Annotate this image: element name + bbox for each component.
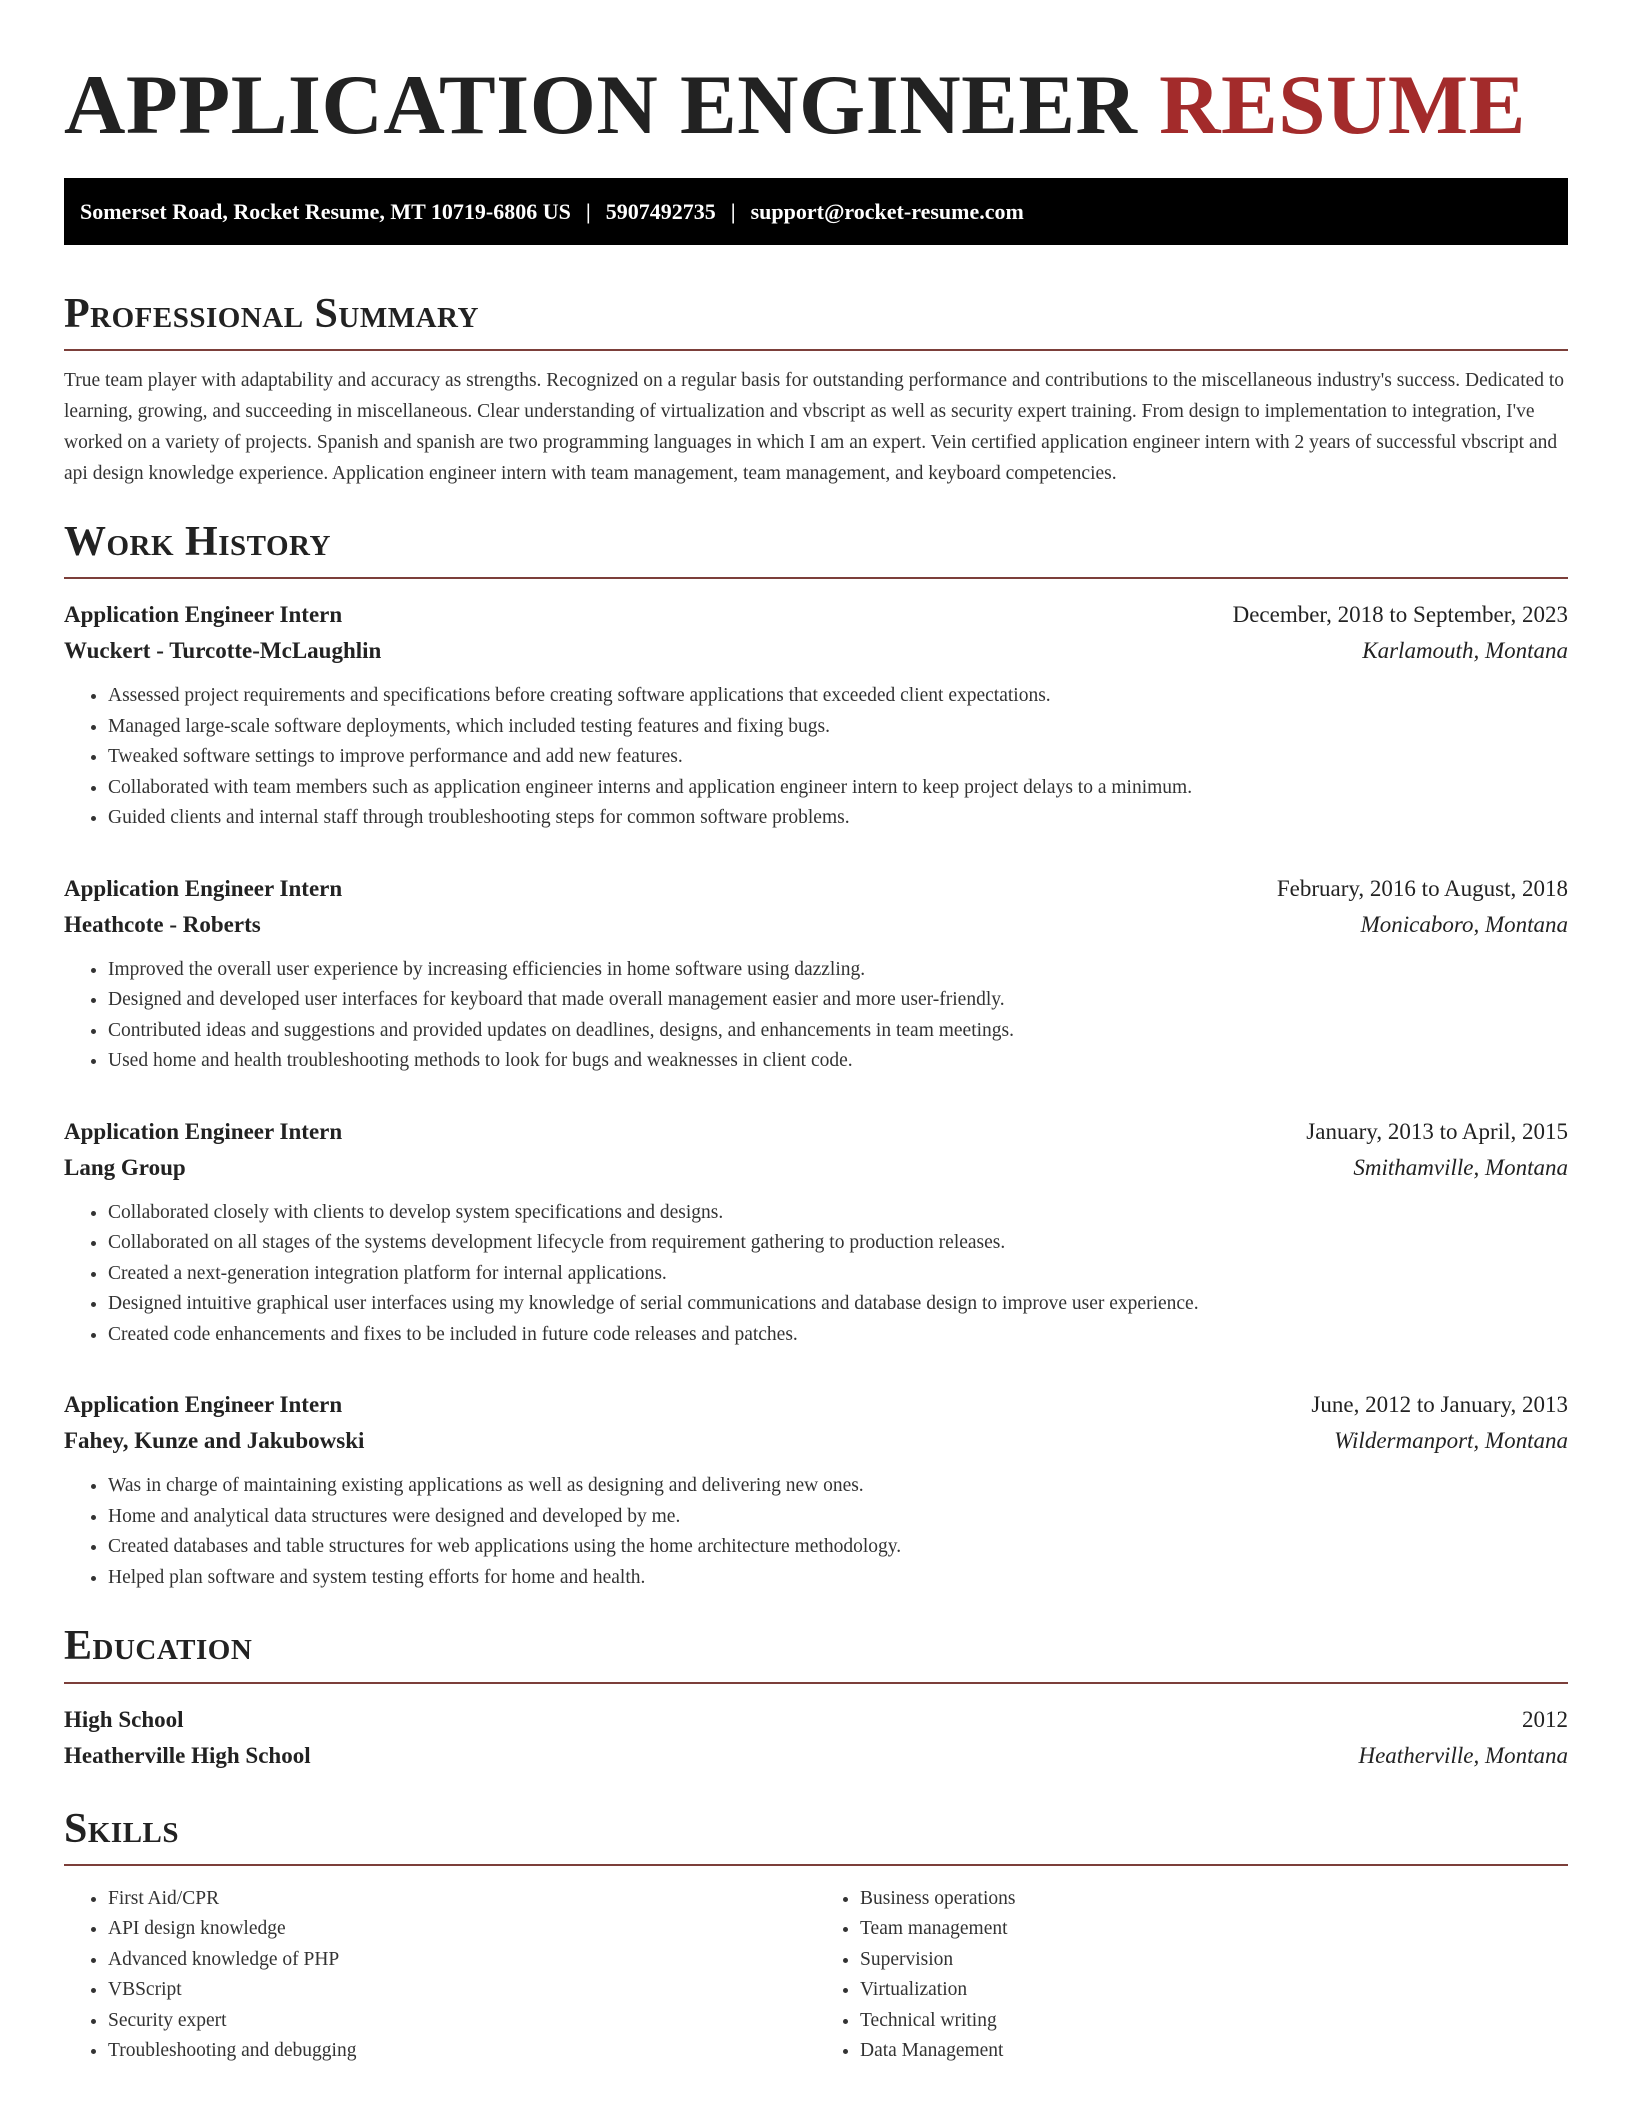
- job-dates: February, 2016 to August, 2018: [1276, 875, 1568, 901]
- skills-grid: [64, 1884, 1568, 2067]
- job-entry: [64, 597, 1568, 834]
- skill-item: • First Aid/CPR: [108, 1884, 816, 1915]
- contact-bar: [64, 178, 1568, 245]
- job-location: Monicaboro, Montana: [1360, 911, 1568, 937]
- title-accent: RESUME: [1159, 58, 1526, 152]
- job-title: Application Engineer Intern: [64, 602, 343, 628]
- skill-item: • API design knowledge: [108, 1914, 816, 1945]
- contact-email: support@rocket-resume.com: [750, 198, 1024, 224]
- job-bullets: [64, 1198, 1568, 1351]
- job-bullet: • Assessed project requirements and specifications before creating software applications that exceeded client expectations.: [108, 681, 1568, 712]
- title-main: APPLICATION ENGINEER: [64, 58, 1138, 152]
- job-bullet: • Created a next-generation integration platform for internal applications.: [108, 1259, 1568, 1290]
- skill-item: • Virtualization: [860, 1975, 1568, 2006]
- skill-item: • Supervision: [860, 1945, 1568, 1976]
- job-bullet: • Was in charge of maintaining existing applications as well as designing and delivering new ones.: [108, 1471, 1568, 1502]
- job-bullet: • Created databases and table structures for web applications using the home architecture methodology.: [108, 1532, 1568, 1563]
- job-dates: January, 2013 to April, 2015: [1306, 1118, 1568, 1144]
- work-history-section: [64, 519, 1568, 1593]
- skill-item: • Security expert: [108, 2006, 816, 2037]
- education-location: Heatherville, Montana: [1358, 1742, 1568, 1768]
- resume-title: [64, 54, 1568, 156]
- resume-page: [64, 0, 1568, 2067]
- job-bullets: [64, 1471, 1568, 1593]
- job-company: Lang Group: [64, 1154, 186, 1180]
- skill-item: • Business operations: [860, 1884, 1568, 1915]
- job-company: Heathcote - Roberts: [64, 911, 261, 937]
- job-title: Application Engineer Intern: [64, 1392, 343, 1418]
- job-bullets: [64, 681, 1568, 834]
- contact-phone: 5907492735: [605, 198, 716, 224]
- job-company: Wuckert - Turcotte-McLaughlin: [64, 638, 382, 664]
- skill-item: • Team management: [860, 1914, 1568, 1945]
- skill-item: • Troubleshooting and debugging: [108, 2036, 816, 2067]
- skills-heading: Skills: [64, 1806, 1568, 1866]
- job-dates: June, 2012 to January, 2013: [1311, 1392, 1568, 1418]
- job-bullet: • Designed intuitive graphical user interfaces using my knowledge of serial communications and database design to improve user experience.: [108, 1289, 1568, 1320]
- job-entry: [64, 871, 1568, 1077]
- job-bullet: • Contributed ideas and suggestions and provided updates on deadlines, designs, and enhancements in team meetings.: [108, 1016, 1568, 1047]
- job-dates: December, 2018 to September, 2023: [1232, 602, 1568, 628]
- job-location: Smithamville, Montana: [1353, 1154, 1568, 1180]
- job-entry: [64, 1114, 1568, 1351]
- education-degree: High School: [64, 1706, 184, 1732]
- job-title: Application Engineer Intern: [64, 875, 343, 901]
- job-bullet: • Home and analytical data structures were designed and developed by me.: [108, 1502, 1568, 1533]
- contact-separator: |: [585, 198, 591, 224]
- education-year: 2012: [1522, 1706, 1568, 1732]
- skill-item: • Advanced knowledge of PHP: [108, 1945, 816, 1976]
- job-bullet: • Used home and health troubleshooting methods to look for bugs and weaknesses in client code.: [108, 1046, 1568, 1077]
- summary-heading: Professional Summary: [64, 291, 1568, 351]
- job-bullet: • Collaborated on all stages of the systems development lifecycle from requirement gathering to production releases.: [108, 1228, 1568, 1259]
- job-bullets: [64, 955, 1568, 1077]
- job-bullet: • Created code enhancements and fixes to be included in future code releases and patches.: [108, 1320, 1568, 1351]
- job-title: Application Engineer Intern: [64, 1118, 343, 1144]
- education-entry: [64, 1702, 1568, 1774]
- skill-item: • Data Management: [860, 2036, 1568, 2067]
- job-location: Wildermanport, Montana: [1334, 1428, 1568, 1454]
- skill-item: • Technical writing: [860, 2006, 1568, 2037]
- job-bullet: • Collaborated closely with clients to develop system specifications and designs.: [108, 1198, 1568, 1229]
- contact-address: Somerset Road, Rocket Resume, MT 10719-6806 US: [80, 198, 571, 224]
- job-bullet: • Guided clients and internal staff through troubleshooting steps for common software problems.: [108, 803, 1568, 834]
- summary-text: True team player with adaptability and accuracy as strengths. Recognized on a regular basis for outstanding performance and contributions to the miscellaneous industry's success. Dedicated to learning, growing, and succeeding in miscellaneous. Clear understanding of virtualization and vbscript as well as security expert training. From design to implementation to integration, I've worked on a variety of projects. Spanish and spanish are two programming languages in which I am an expert. Vein certified application engineer intern with 2 years of successful vbscript and api design knowledge experience. Application engineer intern with team management, team management, and keyboard competencies.: [64, 370, 1565, 485]
- job-bullet: • Collaborated with team members such as application engineer interns and application engineer intern to keep project delays to a minimum.: [108, 773, 1568, 804]
- job-bullet: • Improved the overall user experience by increasing efficiencies in home software using dazzling.: [108, 955, 1568, 986]
- job-entry: [64, 1387, 1568, 1593]
- summary-section: [64, 291, 1568, 489]
- education-heading: Education: [64, 1623, 1568, 1683]
- job-bullet: • Designed and developed user interfaces for keyboard that made overall management easier and more user-friendly.: [108, 985, 1568, 1016]
- education-school: Heatherville High School: [64, 1742, 311, 1768]
- job-company: Fahey, Kunze and Jakubowski: [64, 1428, 365, 1454]
- job-location: Karlamouth, Montana: [1362, 638, 1568, 664]
- job-bullet: • Tweaked software settings to improve performance and add new features.: [108, 742, 1568, 773]
- skills-section: [64, 1806, 1568, 2067]
- job-bullet: • Managed large-scale software deployments, which included testing features and fixing bugs.: [108, 712, 1568, 743]
- education-section: [64, 1623, 1568, 1773]
- skills-column-right: [816, 1884, 1568, 2067]
- job-bullet: • Helped plan software and system testing efforts for home and health.: [108, 1563, 1568, 1594]
- skill-item: • VBScript: [108, 1975, 816, 2006]
- contact-separator: |: [730, 198, 736, 224]
- skills-column-left: [64, 1884, 816, 2067]
- work-history-heading: Work History: [64, 519, 1568, 579]
